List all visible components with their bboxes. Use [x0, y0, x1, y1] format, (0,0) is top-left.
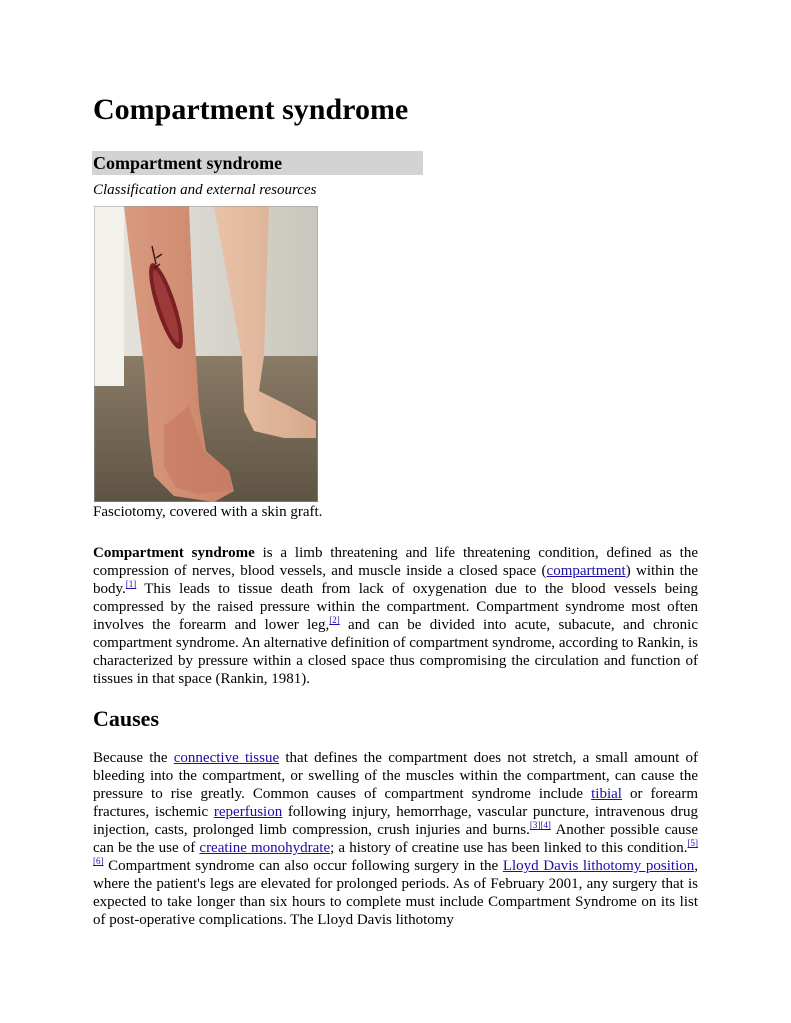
- connective-tissue-link[interactable]: connective tissue: [173, 750, 280, 766]
- creatine-link[interactable]: creatine monohydrate: [199, 840, 331, 856]
- intro-bold-term: Compartment syndrome: [93, 545, 255, 561]
- image-caption: Fasciotomy, covered with a skin graft.: [93, 504, 323, 520]
- ref-5-link[interactable]: [5]: [687, 838, 698, 848]
- ref-1-sup: [126, 579, 137, 589]
- intro-paragraph: [93, 544, 698, 688]
- causes-text-4: following injury, hemorrhage, vascular puncture, intravenous drug injection, casts, prolonged limb compression, crush injuries and burns.: [93, 804, 699, 838]
- ref-3-link[interactable]: [3]: [529, 820, 541, 830]
- causes-text-7: Compartment syndrome can also occur following surgery in the: [103, 858, 503, 874]
- causes-text-6: ; a history of creatine use has been linked to this condition.: [330, 840, 688, 856]
- causes-heading: Causes: [93, 706, 160, 731]
- infobox-subheading: Classification and external resources: [93, 182, 317, 198]
- leg-photo-illustration: [94, 206, 318, 502]
- causes-text-5: Another possible cause can be the use of: [93, 822, 698, 856]
- intro-text-4: and can be divided into acute, subacute, and chronic compartment syndrome. An alternative definition of compartment syndrome, according to Rankin, is characterized by pressure within a closed space thus compromising the circulation and function of tissues in that space (Rankin, 1981).: [93, 617, 698, 687]
- ref-2-sup: [329, 615, 340, 625]
- tibial-link[interactable]: tibial: [591, 786, 622, 802]
- causes-text-8: , where the patient's legs are elevated for prolonged periods. As of February 2001, any surgery that is expected to take longer than six hours to complete must include Compartment Syndrome on its list of post-operative complications. The Lloyd Davis lithotomy: [93, 858, 698, 928]
- intro-text-1: is a limb threatening and life threatening condition, defined as the compression of nerves, blood vessels, and muscle inside a closed space (: [93, 545, 699, 579]
- page-title: Compartment syndrome: [93, 93, 409, 126]
- reperfusion-link[interactable]: reperfusion: [213, 804, 283, 820]
- ref-6-link[interactable]: [6]: [93, 856, 104, 866]
- ref-2-link[interactable]: [2]: [329, 615, 340, 625]
- ref-3-4-sup: [530, 820, 551, 830]
- ref-4-link[interactable]: [4]: [540, 820, 551, 830]
- compartment-link[interactable]: compartment: [546, 563, 626, 579]
- fasciotomy-image: [94, 206, 318, 502]
- causes-text-3: or forearm fractures, ischemic: [93, 786, 699, 820]
- intro-text-2: ) within the body.: [93, 563, 699, 597]
- intro-text-3: This leads to tissue death from lack of oxygenation due to the blood vessels being compressed by the raised pressure within the compartment. Compartment syndrome most often involves the forearm and lower leg,: [93, 581, 698, 633]
- infobox-heading: Compartment syndrome: [92, 151, 423, 175]
- lloyd-davis-link[interactable]: Lloyd Davis lithotomy position: [502, 858, 695, 874]
- causes-text-2: that defines the compartment does not stretch, a small amount of bleeding into the compartment, or swelling of the muscles within the compartment, can cause the pressure to rise greatly. Common causes of compartment syndrome include: [93, 750, 698, 802]
- causes-paragraph: [93, 749, 698, 929]
- ref-1-link[interactable]: [1]: [125, 579, 137, 589]
- causes-text-1: Because the: [93, 750, 174, 766]
